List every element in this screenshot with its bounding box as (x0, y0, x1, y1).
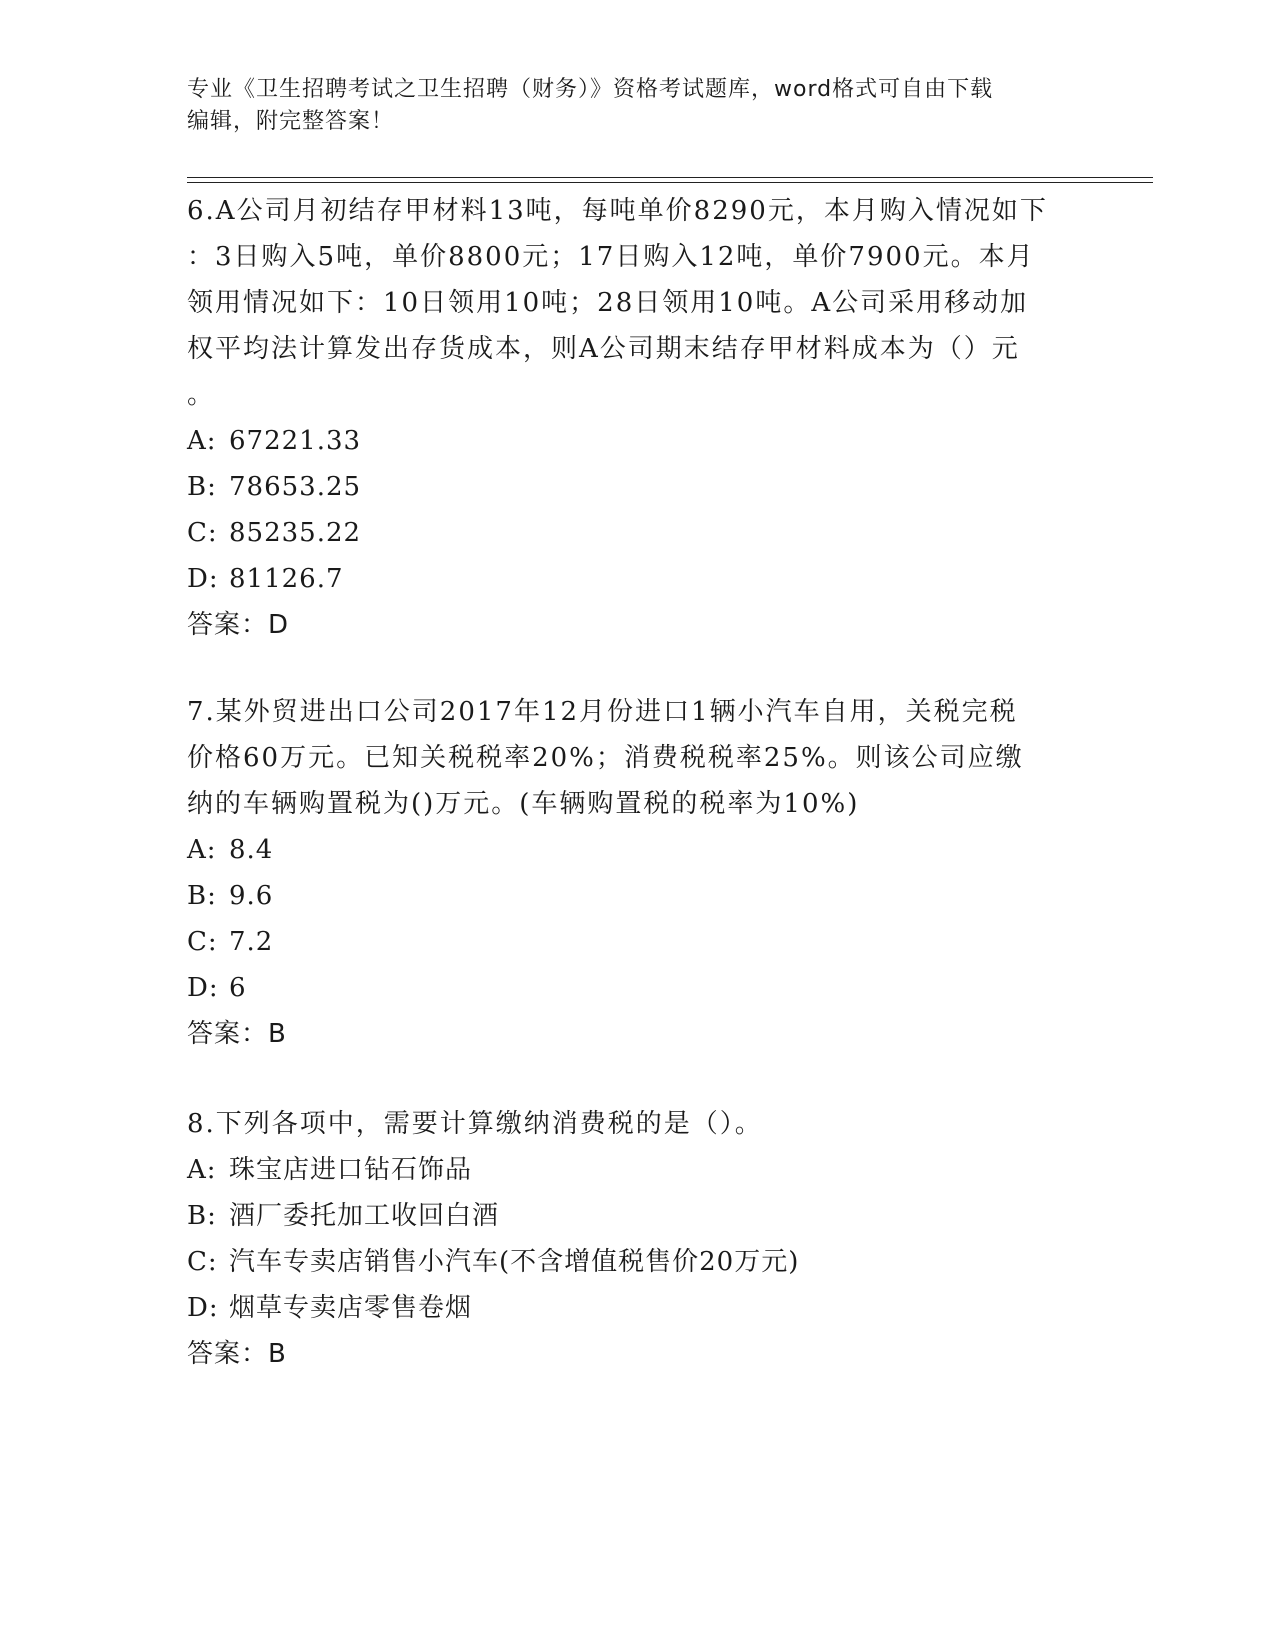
stem-line: 领用情况如下：10日领用10吨；28日领用10吨。A公司采用移动加 (187, 288, 1029, 318)
option-key: C: (187, 1247, 218, 1277)
header-line-2: 编辑，附完整答案！ (187, 109, 395, 134)
option-key: A: (187, 426, 217, 456)
option-text: 珠宝店进口钻石饰品 (229, 1155, 473, 1185)
option-d (187, 556, 1087, 602)
option-a (187, 418, 1087, 464)
document-header (187, 74, 1087, 138)
stem-line: 7.某外贸进出口公司2017年12月份进口1辆小汽车自用，关税完税 (187, 697, 1018, 727)
stem-line: 权平均法计算发出存货成本，则A公司期末结存甲材料成本为（）元 (187, 334, 1020, 364)
option-a (187, 1147, 1087, 1193)
header-divider-bottom (187, 182, 1153, 183)
option-key: B: (187, 881, 217, 911)
option-text: 汽车专卖店销售小汽车(不含增值税售价20万元) (229, 1247, 800, 1277)
stem-line: 8.下列各项中，需要计算缴纳消费税的是（）。 (187, 1109, 763, 1139)
question-7 (187, 689, 1087, 1057)
option-text: 7.2 (229, 927, 274, 957)
option-key: D: (187, 1293, 219, 1323)
question-8 (187, 1101, 1087, 1377)
option-text: 8.4 (229, 835, 274, 865)
option-text: 67221.33 (229, 426, 362, 456)
question-stem (187, 689, 1087, 827)
option-key: D: (187, 564, 219, 594)
option-key: B: (187, 472, 217, 502)
option-b (187, 464, 1087, 510)
stem-line: 价格60万元。已知关税税率20%；消费税税率25%。则该公司应缴 (187, 743, 1024, 773)
option-key: A: (187, 835, 217, 865)
option-text: 酒厂委托加工收回白酒 (229, 1201, 500, 1231)
stem-line: 6.A公司月初结存甲材料13吨，每吨单价8290元，本月购入情况如下 (187, 196, 1048, 226)
question-6 (187, 188, 1087, 648)
option-key: C: (187, 518, 218, 548)
option-text: 6 (229, 973, 247, 1003)
option-b (187, 1193, 1087, 1239)
option-key: A: (187, 1155, 217, 1185)
option-key: B: (187, 1201, 217, 1231)
option-c (187, 510, 1087, 556)
option-a (187, 827, 1087, 873)
option-text: 81126.7 (229, 564, 344, 594)
option-text: 78653.25 (229, 472, 362, 502)
option-b (187, 873, 1087, 919)
stem-line: 。 (187, 380, 216, 410)
header-line-1: 专业《卫生招聘考试之卫生招聘（财务）》资格考试题库，word格式可自由下载 (187, 77, 994, 102)
option-c (187, 1239, 1087, 1285)
stem-line: ：3日购入5吨，单价8800元；17日购入12吨，单价7900元。本月 (187, 242, 1035, 272)
option-d (187, 965, 1087, 1011)
answer-line: 答案：D (187, 610, 290, 640)
option-text: 烟草专卖店零售卷烟 (229, 1293, 473, 1323)
question-stem (187, 1101, 1087, 1147)
header-divider-top (187, 177, 1153, 178)
answer-line: 答案：B (187, 1019, 287, 1049)
option-key: C: (187, 927, 218, 957)
option-key: D: (187, 973, 219, 1003)
option-text: 9.6 (229, 881, 274, 911)
option-d (187, 1285, 1087, 1331)
answer-line: 答案：B (187, 1339, 287, 1369)
option-text: 85235.22 (229, 518, 362, 548)
stem-line: 纳的车辆购置税为()万元。(车辆购置税的税率为10%) (187, 789, 860, 819)
option-c (187, 919, 1087, 965)
question-stem (187, 188, 1087, 418)
